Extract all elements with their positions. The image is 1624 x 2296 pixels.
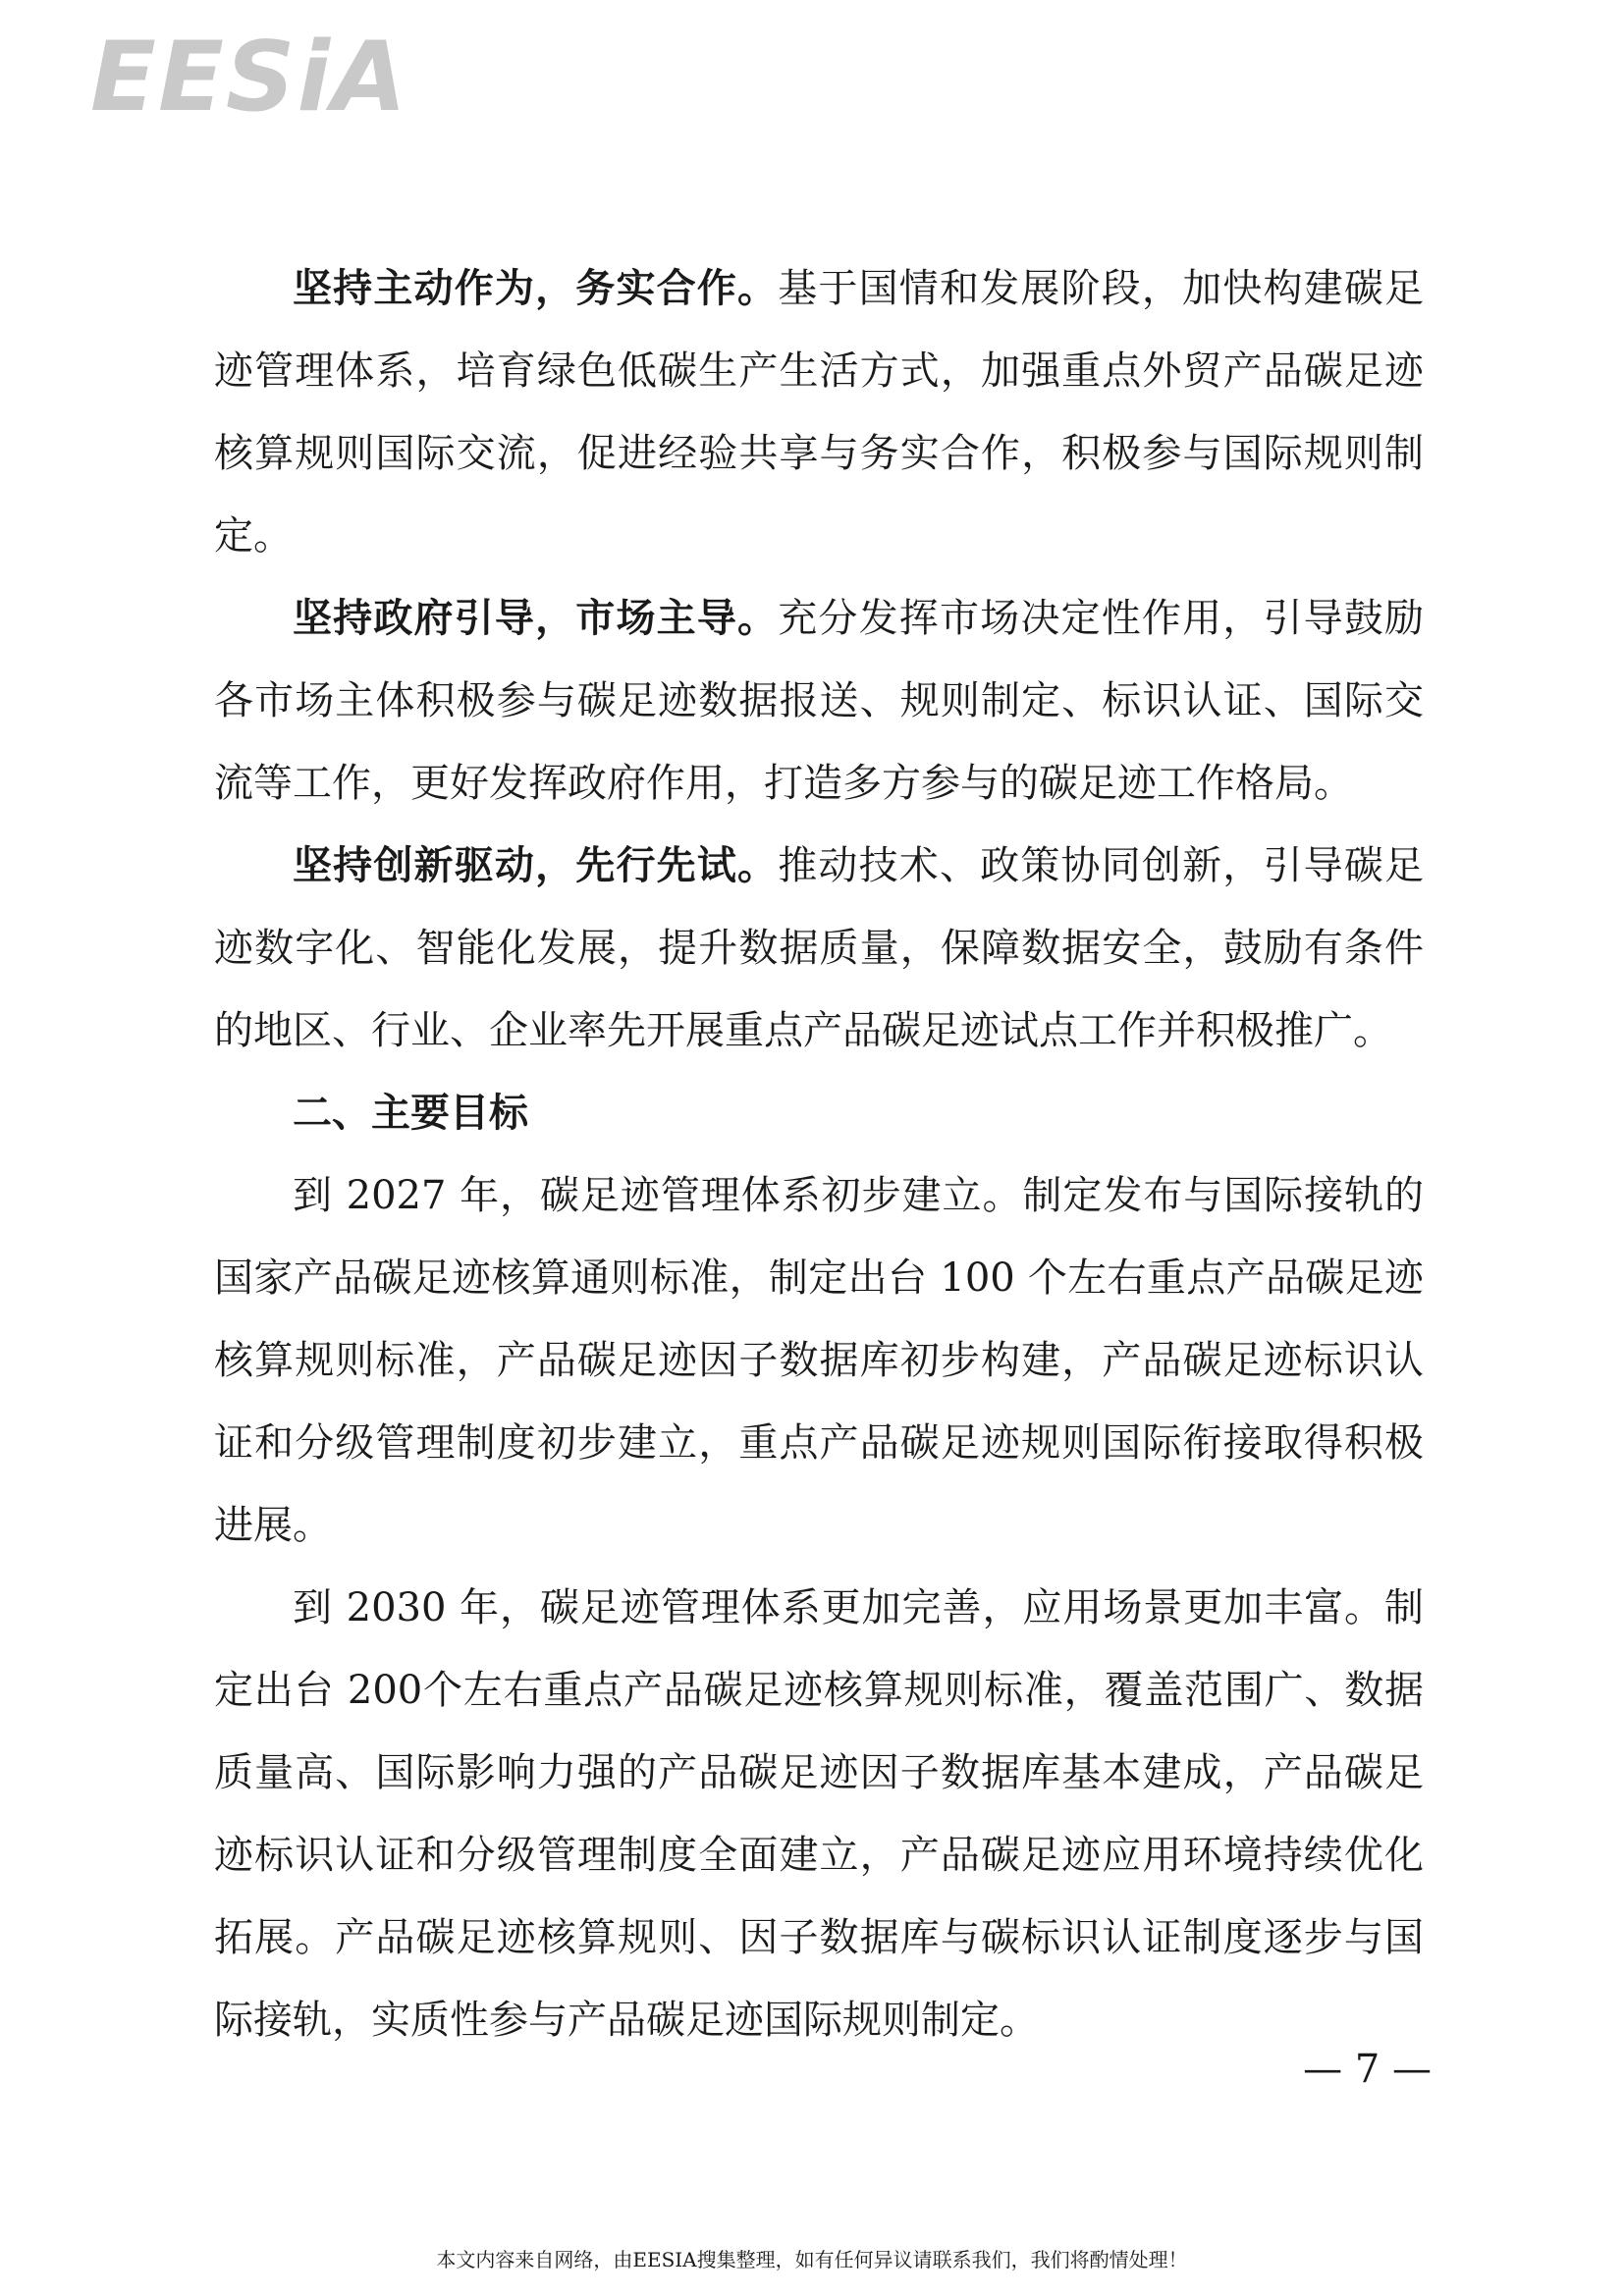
principle-text-1: 基于国情和发展阶段，加快构建碳足迹管理体系，培育绿色低碳生产生活方式，加强重点外贸产品碳足迹核算规则国际交流，促进经验共享与务实合作，积极参与国际规则制定。 [214,266,1425,559]
principle-text-3: 推动技术、政策协同创新，引导碳足迹数字化、智能化发展，提升数据质量，保障数据安全，鼓励有条件的地区、行业、企业率先开展重点产品碳足迹试点工作并积极推广。 [214,843,1425,1053]
document-body [214,247,1424,2061]
principle-text-2: 充分发挥市场决定性作用，引导鼓励各市场主体积极参与碳足迹数据报送、规则制定、标识认证、国际交流等工作，更好发挥政府作用，打造多方参与的碳足迹工作格局。 [214,596,1425,806]
footer-disclaimer: 本文内容来自网络，由EESIA搜集整理，如有任何异议请联系我们，我们将酌情处理！ [436,2248,1188,2271]
section-heading: 二、主要目标 [293,1090,528,1136]
page-number: — 7 — [1303,2047,1432,2092]
goal-paragraph-2027: 到 2027 年，碳足迹管理体系初步建立。制定发布与国际接轨的国家产品碳足迹核算通则标准，制定出台 100 个左右重点产品碳足迹核算规则标准，产品碳足迹因子数据库初步构建，产品碳足迹标识认证和分级管理制度初步建立，重点产品碳足迹规则国际衔接取得积极进展。 [214,1173,1424,1548]
principle-lead-3: 坚持创新驱动，先行先试。 [293,842,779,888]
eesia-logo: EESiA [90,22,408,133]
principle-paragraph-3 [214,825,1424,1072]
principle-lead-2: 坚持政府引导，市场主导。 [293,595,779,641]
principle-paragraph-1 [214,247,1424,577]
goal-paragraph-2030: 到 2030 年，碳足迹管理体系更加完善，应用场景更加丰富。制定出台 200个左右重点产品碳足迹核算规则标准，覆盖范围广、数据质量高、国际影响力强的产品碳足迹因子数据库基本建成，产品碳足迹标识认证和分级管理制度全面建立，产品碳足迹应用环境持续优化拓展。产品碳足迹核算规则、因子数据库与碳标识认证制度逐步与国际接轨，实质性参与产品碳足迹国际规则制定。 [214,1585,1424,2043]
principle-paragraph-2 [214,577,1424,825]
principle-lead-1: 坚持主动作为，务实合作。 [293,265,779,311]
